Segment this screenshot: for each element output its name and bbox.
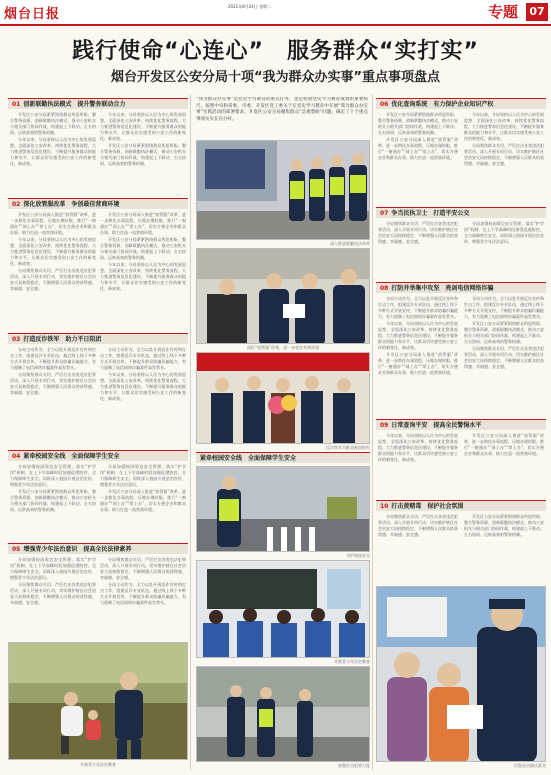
photo-caption: 民警走访辖区群众 (514, 763, 546, 768)
body-text: 分局主动作为，全力以赴开展反诈宣传和打击工作，组建反诈专业队伍，通过线上线下多种方式开展宣传，不断提升群众防骗识骗能力，有力遏制了电信网络诈骗案件高发势头。 分局聚焦群众关切，严厉打击各类违法犯罪活动，深入开展专项行动，切实维护辖区社会治安大局持续稳定，不断增强人民群众的获得感、幸福感、安全感。 (10, 347, 96, 395)
body-text: 分局聚焦群众关切，严厉打击各类违法犯罪活动，深入开展专项行动，切实维护辖区社会治安大局持续稳定，不断增强人民群众的获得感、幸福感、安全感。 (378, 514, 458, 537)
photo-caption: 深化“放管服”改革，进一步优化营商环境 (246, 345, 320, 350)
intro-text: “我为群众办实事”是党史学习教育的重点任务，也是检验党史学习教育成效的重要标尺。按照中央和省委、市委、开发区党工委关于在党史学习教育中开展“我为群众办实事”实践活动的部署要求，开发区公安分局聚焦群众“急难愁盼”问题，确定了十个重点事项实实在在办好。 (196, 97, 368, 122)
body-text: 开发区公安分局紧紧围绕群众所思所盼，整合警务资源，创新联勤执法模式，推动公安机关与相关部门协同作战，构建起上下联动、左右协同、运转高效的警务机制。 (464, 514, 544, 537)
body-text: 开发区公安分局深入推进“放管服”改革，进一步简化办事流程，压缩办理时限，推行“一窗通办”“网上办”“掌上办”，切实方便企业和群众办事，助力打造一流营商环境。 开发区公安分局紧紧围绕群众所思所盼，整合警务资源，创新联勤执法模式，推动公安机关与相关部门协同作战，构建起上下联动、左右协同、运转高效的警务机制。 今年以来，分局坚持以人民为中心的发展思想，全面深化公安改革，持续优化警务流程，大力推进警务信息化建设，不断提升服务群众的能力和水平，让群众切实感受到公安工作的新变化、新成效。 (100, 212, 186, 291)
section-header-07: 07 争当民执卫士 打造平安公交 (376, 207, 546, 218)
body-text: 分局主动作为，全力以赴开展反诈宣传和打击工作，组建反诈专业队伍，通过线上线下多种方式开展宣传，不断提升群众防骗识骗能力，有力遏制了电信网络诈骗案件高发势头。 今年以来，分局坚持以人民为中心的发展思想，全面深化公安改革，持续优化警务流程，大力推进警务信息化建设，不断提升服务群众的能力和水平，让群众切实感受到公安工作的新变化、新成效。 开发区公安分局深入推进“放管服”改革，进一步简化办事流程，压缩办理时限，推行“一窗通办”“网上办”“掌上办”，切实方便企业和群众办事，助力打造一流营商环境。 (378, 296, 458, 375)
section-header-04: 04 紧牵校园安全线 全面保障学生安全 (8, 450, 188, 461)
photo-caption: 深入推进联勤执法改革 (330, 241, 370, 246)
body-text: 开发区公安分局紧紧围绕群众所思所盼，整合警务资源，创新联勤执法模式，推动公安机关与相关部门协同作战，构建起上下联动、左右协同、运转高效的警务机制。 开发区公安分局深入推进“放管服”改革，进一步简化办事流程，压缩办理时限，推行“一窗通办”“网上办”“掌上办”，切实方便企业和群众办事，助力打造一流营商环境。 (378, 112, 458, 160)
section-header-10: 10 打击黄赌毒 保护社会氛围 (376, 500, 546, 511)
photo-school-crossing (196, 466, 370, 552)
section-header-06: 06 优化查询系统 有力保护企业知识产权 (376, 98, 546, 109)
body-text: 开发区公安分局紧紧围绕群众所思所盼，整合警务资源，创新联勤执法模式，推动公安机关与相关部门协同作战，构建起上下联动、左右协同、运转高效的警务机制。 今年以来，分局坚持以人民为中心的发展思想，全面深化公安改革，持续优化警务流程，大力推进警务信息化建设，不断提升服务群众的能力和水平，让群众切实感受到公安工作的新变化、新成效。 (10, 112, 96, 166)
body-text: 今年以来，分局坚持以人民为中心的发展思想，全面深化公安改革，持续优化警务流程，大力推进警务信息化建设，不断提升服务群众的能力和水平，让群众切实感受到公安工作的新变化、新成效。 开发区公安分局紧紧围绕群众所思所盼，整合警务资源，创新联勤执法模式，推动公安机关与相关部门协同作战，构建起上下联动、左右协同、运转高效的警务机制。 (100, 112, 186, 166)
section-header-05: 05 增强青少年法治意识 提高全民法律素养 (8, 543, 188, 554)
dateline: 2021年8月24日 星期二 (228, 4, 272, 9)
section-label: 专题 (488, 3, 519, 21)
photo-officers-patrol (196, 140, 370, 240)
body-text: 分局加强校园周边安全管理，落实“护学岗”机制，在上下学高峰时段加强巡逻防控，全力保障师生安全。同时深入校园开展法治宣传，增强青少年法治意识。 开发区公安分局深入推进“放管服”改革，进一步简化办事流程，压缩办理时限，推行“一窗通办”“网上办”“掌上办”，切实方便企业和群众办事，助力打造一流营商环境。 (100, 464, 186, 512)
body-text: 分局加强校园周边安全管理，落实“护学岗”机制，在上下学高峰时段加强巡逻防控，全力保障师生安全。同时深入校园开展法治宣传，增强青少年法治意识。 开发区公安分局紧紧围绕群众所思所盼，整合警务资源，创新联勤执法模式，推动公安机关与相关部门协同作战，构建起上下联动、左右协同、运转高效的警务机制。 (10, 464, 96, 512)
section-header-08: 08 打防并举集中攻坚 亮剑电信网络诈骗 (376, 282, 546, 293)
photo-caption: 守护校园安全 (346, 553, 370, 558)
photo-classroom-lecture (196, 560, 370, 658)
body-text: 今年以来，分局坚持以人民为中心的发展思想，全面深化公安改革，持续优化警务流程，大力推进警务信息化建设，不断提升服务群众的能力和水平，让群众切实感受到公安工作的新变化、新成效。 (378, 433, 458, 462)
section-header-09: 09 日常查询平安 提高全民警惕水平 (376, 419, 546, 430)
photo-officers-operation (196, 666, 370, 762)
body-text: 分局聚焦群众关切，严厉打击各类违法犯罪活动，深入开展专项行动，切实维护辖区社会治安大局持续稳定，不断增强人民群众的获得感、幸福感、安全感。 (378, 221, 458, 244)
body-text: 分局加强校园周边安全管理，落实“护学岗”机制，在上下学高峰时段加强巡逻防控，全力保障师生安全。同时深入校园开展法治宣传，增强青少年法治意识。 分局聚焦群众关切，严厉打击各类违法犯罪活动，深入开展专项行动，切实维护辖区社会治安大局持续稳定，不断增强人民群众的获得感、幸福感、安全感。 (10, 557, 96, 605)
photo-caption: 反诈铁军为群众挽回损失 (326, 445, 370, 450)
photo-anti-fraud-team (196, 352, 370, 444)
page-number: 07 (526, 3, 548, 21)
body-text: 分局主动作为，全力以赴开展反诈宣传和打击工作，组建反诈专业队伍，通过线上线下多种方式开展宣传，不断提升群众防骗识骗能力，有力遏制了电信网络诈骗案件高发势头。 今年以来，分局坚持以人民为中心的发展思想，全面深化公安改革，持续优化警务流程，大力推进警务信息化建设，不断提升服务群众的能力和水平，让群众切实感受到公安工作的新变化、新成效。 (100, 347, 186, 401)
section-header-01: 01 创新联勤执法模式 提升警务联动合力 (8, 98, 188, 109)
photo-caption: 开展青少年法治教育 (334, 659, 370, 664)
body-text: 开发区公安分局深入推进“放管服”改革，进一步简化办事流程，压缩办理时限，推行“一窗通办”“网上办”“掌上办”，切实方便企业和群众办事，助力打造一流营商环境。 今年以来，分局坚持以人民为中心的发展思想，全面深化公安改革，持续优化警务流程，大力推进警务信息化建设，不断提升服务群众的能力和水平，让群众切实感受到公安工作的新变化、新成效。 分局聚焦群众关切，严厉打击各类违法犯罪活动，深入开展专项行动，切实维护辖区社会治安大局持续稳定，不断增强人民群众的获得感、幸福感、安全感。 (10, 212, 96, 291)
body-text: 分局加强校园周边安全管理，落实“护学岗”机制，在上下学高峰时段加强巡逻防控，全力保障师生安全。同时深入校园开展法治宣传，增强青少年法治意识。 (464, 221, 544, 244)
newspaper-logo: 烟台日报 (4, 7, 61, 22)
body-text: 开发区公安分局深入推进“放管服”改革，进一步简化办事流程，压缩办理时限，推行“一窗通办”“网上办”“掌上办”，切实方便企业和群众办事，助力打造一流营商环境。 (464, 433, 544, 456)
body-text: 分局主动作为，全力以赴开展反诈宣传和打击工作，组建反诈专业队伍，通过线上线下多种方式开展宣传，不断提升群众防骗识骗能力，有力遏制了电信网络诈骗案件高发势头。 开发区公安分局紧紧围绕群众所思所盼，整合警务资源，创新联勤执法模式，推动公安机关与相关部门协同作战，构建起上下联动、左右协同、运转高效的警务机制。 分局聚焦群众关切，严厉打击各类违法犯罪活动，深入开展专项行动，切实维护辖区社会治安大局持续稳定，不断增强人民群众的获得感、幸福感、安全感。 (464, 296, 544, 369)
section-header-02: 02 深化放管服改革 争创最佳营商环境 (8, 198, 188, 209)
section-header-03: 03 打造反诈铁军 助力平日阻团 (8, 333, 188, 344)
body-text: 今年以来，分局坚持以人民为中心的发展思想，全面深化公安改革，持续优化警务流程，大力推进警务信息化建设，不断提升服务群众的能力和水平，让群众切实感受到公安工作的新变化、新成效。 分局聚焦群众关切，严厉打击各类违法犯罪活动，深入开展专项行动，切实维护辖区社会治安大局持续稳定，不断增强人民群众的获得感、幸福感、安全感。 (464, 112, 544, 166)
photo-officer-with-children (8, 642, 188, 760)
sub-headline: 烟台开发区公安分局十项“我为群众办实事”重点事项盘点 (110, 70, 441, 85)
photo-service-window (196, 248, 370, 344)
body-text: 分局聚焦群众关切，严厉打击各类违法犯罪活动，深入开展专项行动，切实维护辖区社会治安大局持续稳定，不断增强人民群众的获得感、幸福感、安全感。 分局主动作为，全力以赴开展反诈宣传和打击工作，组建反诈专业队伍，通过线上线下多种方式开展宣传，不断提升群众防骗识骗能力，有力遏制了电信网络诈骗案件高发势头。 (100, 557, 186, 605)
photo-caption: 加强打击犯罪力度 (338, 763, 370, 768)
main-headline: 践行使命“心连心” 服务群众“实打实” (72, 39, 479, 64)
photo-officer-with-residents (376, 586, 546, 762)
photo-caption: 开展青少年法治教育 (80, 762, 116, 767)
section-header-04b: 紧牵校园安全线 全面保障学生安全 (196, 452, 370, 463)
